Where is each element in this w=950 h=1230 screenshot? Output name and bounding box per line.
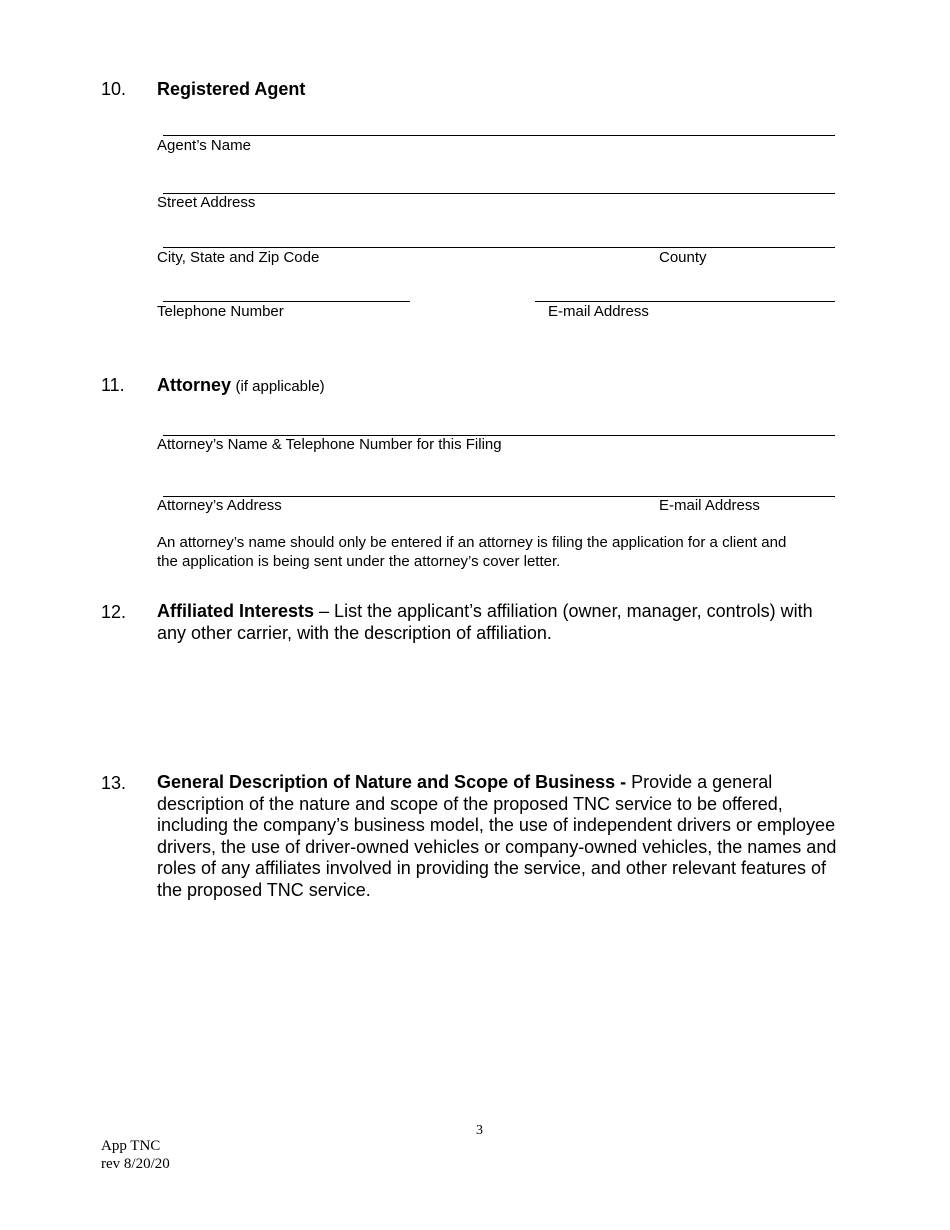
section-12-text-line-2: any other carrier, with the description of affiliation.	[157, 622, 552, 643]
section-11-title: Attorney	[157, 375, 232, 395]
section-11-number: 11.	[101, 375, 125, 395]
section-11-title-row	[157, 375, 325, 396]
street-address-field[interactable]	[163, 193, 835, 194]
street-address-label: Street Address	[157, 194, 256, 211]
attorney-note-line-2: the application is being sent under the attorney’s cover letter.	[157, 553, 561, 570]
section-13-number: 13.	[101, 773, 127, 793]
section-12-line-1	[157, 601, 877, 623]
section-12-title: Affiliated Interests	[157, 601, 315, 621]
form-revision: rev 8/20/20	[101, 1156, 170, 1172]
telephone-field[interactable]	[163, 301, 410, 302]
city-state-zip-label: City, State and Zip Code	[157, 249, 320, 266]
agent-email-field[interactable]	[535, 301, 835, 302]
section-13-text-line-1: Provide a general	[626, 772, 773, 792]
agent-name-field[interactable]	[163, 135, 835, 136]
section-13-line-4: drivers, the use of driver-owned vehicles or company-owned vehicles, the names and	[157, 836, 837, 857]
agent-email-label: E-mail Address	[548, 303, 649, 320]
section-13-line-2: description of the nature and scope of the proposed TNC service to be offered,	[157, 793, 783, 814]
section-12-text	[157, 601, 877, 644]
city-state-zip-county-field[interactable]	[163, 247, 835, 248]
attorney-name-phone-label: Attorney’s Name & Telephone Number for this Filing	[157, 436, 502, 453]
attorney-address-label: Attorney’s Address	[157, 497, 282, 514]
section-13-line-5: roles of any affiliates involved in providing the service, and other relevant features of	[157, 858, 827, 878]
section-13-line-1	[157, 772, 917, 794]
section-13-text	[157, 772, 917, 901]
county-label: County	[659, 249, 707, 266]
section-12-number: 12.	[101, 602, 127, 622]
attorney-email-label: E-mail Address	[659, 497, 760, 514]
attorney-note-line-1: An attorney’s name should only be entered if an attorney is filing the application for a client and	[157, 534, 787, 551]
section-13-line-3: including the company’s business model, the use of independent drivers or employee	[157, 815, 836, 835]
agent-name-label: Agent’s Name	[157, 137, 251, 154]
section-12-text-line-1: – List the applicant’s affiliation (owner, manager, controls) with	[314, 601, 813, 621]
section-10-number: 10.	[101, 79, 127, 99]
section-13-line-6: the proposed TNC service.	[157, 879, 371, 900]
telephone-label: Telephone Number	[157, 303, 284, 320]
section-10-title: Registered Agent	[157, 79, 306, 99]
form-name: App TNC	[101, 1138, 161, 1154]
section-11-title-note: (if applicable)	[235, 378, 325, 395]
section-13-title: General Description of Nature and Scope of Business -	[157, 772, 627, 792]
attorney-note	[157, 533, 857, 571]
page-number: 3	[476, 1123, 483, 1138]
